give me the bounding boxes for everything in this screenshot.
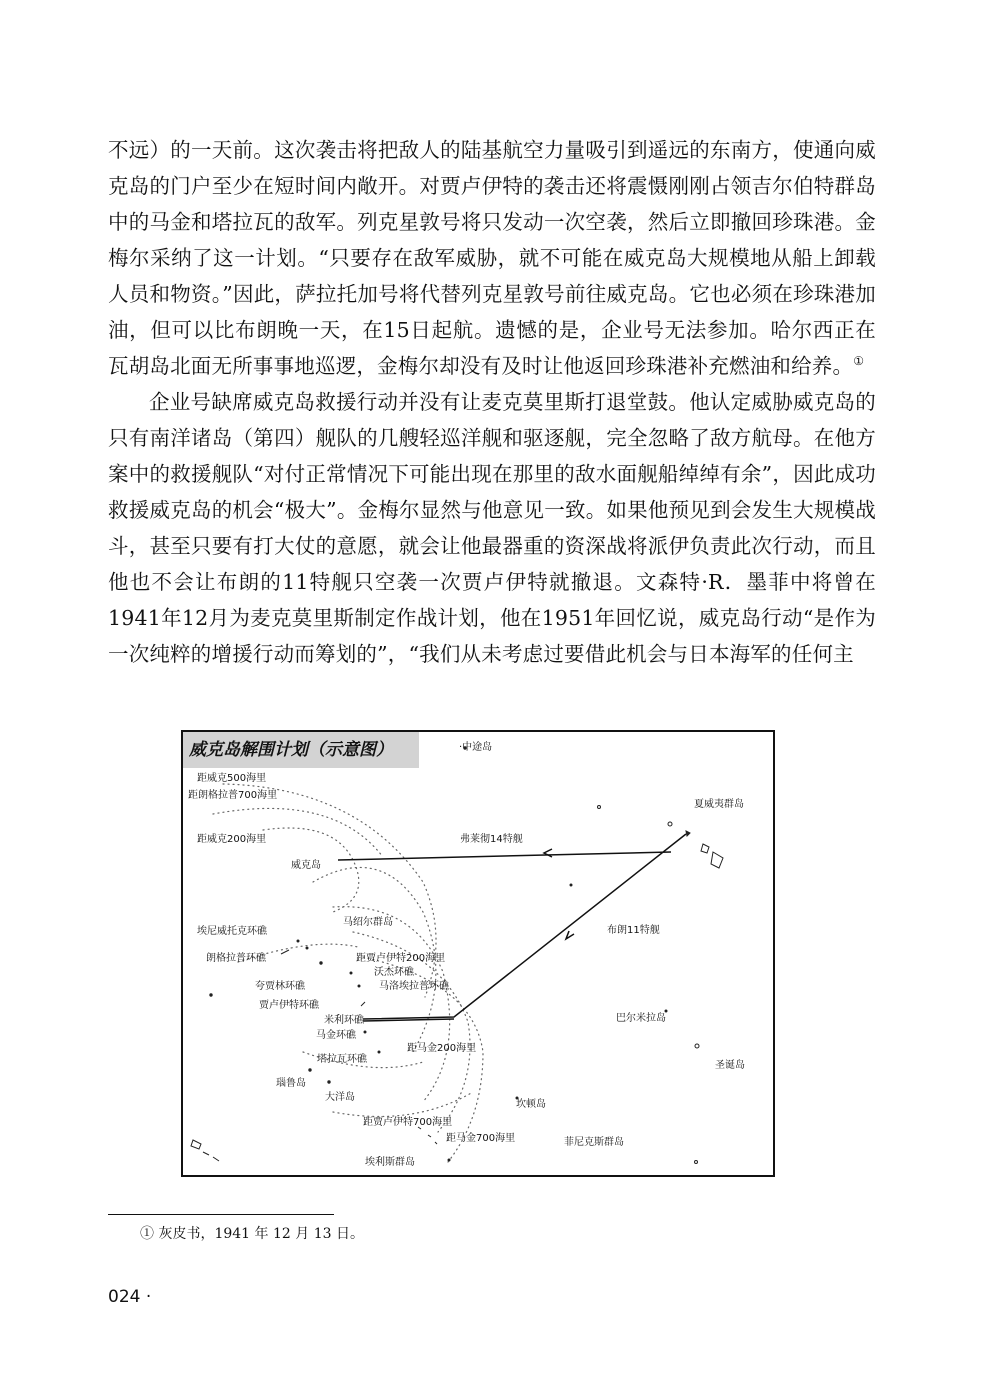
islet-c xyxy=(320,962,322,964)
label-tarawa: 塔拉瓦环礁 xyxy=(317,1054,367,1065)
kwajalein-island xyxy=(361,1002,365,1006)
body-text xyxy=(108,132,876,672)
islet-a xyxy=(297,940,299,942)
oahu-island xyxy=(686,831,690,836)
label-jaluit: 贾卢伊特环礁 xyxy=(259,1000,319,1011)
label-range-rongelap-700: 距朗格拉普700海里 xyxy=(188,790,278,801)
islet-west xyxy=(210,994,212,996)
label-marshall: 马绍尔群岛 xyxy=(343,917,393,928)
islet-j xyxy=(695,1161,698,1164)
label-tf11: 布朗11特舰 xyxy=(607,925,660,936)
islet-k xyxy=(448,1159,450,1161)
label-eniwetok: 埃尼威托克环礁 xyxy=(197,926,267,937)
label-nauru: 瑙鲁岛 xyxy=(276,1078,306,1089)
label-makin: 马金环礁 xyxy=(316,1030,356,1041)
label-christmas: 圣诞岛 xyxy=(715,1060,745,1071)
range-arc-wake-500 xyxy=(223,784,436,997)
islet-f xyxy=(364,1031,366,1033)
label-range-wake-200: 距威克200海里 xyxy=(197,834,267,845)
label-range-makin-700: 距马金700海里 xyxy=(446,1133,516,1144)
label-maloelap: 马洛埃拉普环礁 xyxy=(379,981,449,992)
nihoa-island xyxy=(598,806,601,809)
label-rongelap: 朗格拉普环礁 xyxy=(206,953,266,964)
label-wotje: 沃杰环礁 xyxy=(374,967,414,978)
label-range-jaluit-700: 距贾卢伊特700海里 xyxy=(363,1117,453,1128)
label-hawaii: 夏威夷群岛 xyxy=(694,799,744,810)
islet-i xyxy=(665,1010,667,1012)
tf11-direction-arrow xyxy=(566,931,574,939)
label-tf14: 弗莱彻14特舰 xyxy=(460,834,523,845)
tf14-track xyxy=(338,852,671,860)
label-range-wake-500: 距威克500海里 xyxy=(197,773,267,784)
islet-d xyxy=(350,972,352,974)
label-kwajalein: 夸贾林环礁 xyxy=(255,981,305,992)
kauai-island xyxy=(668,822,672,826)
paragraph-1: 不远）的一天前。这次袭击将把敌人的陆基航空力量吸引到遥远的东南方，使通向威克岛的门户至少在短时间内敞开。对贾卢伊特的袭击还将震慑刚刚占领吉尔伯特群岛中的马金和塔拉瓦的敌军。列克星敦号将只发动一次空袭，然后立即撤回珍珠港。金梅尔采纳了这一计划。“只要存在敌军威胁，就不可能在威克岛大规模地从船上卸载人员和物资。”因此，萨拉托加号将代替列克星敦号前往威克岛。它也必须在珍珠港加油，但可以比布朗晚一天，在15日起航。遗憾的是，企业号无法参加。哈尔西正在瓦胡岛北面无所事事地巡逻，金梅尔却没有及时让他返回珍珠港补充燃油和给养。① xyxy=(108,138,876,378)
islet-e xyxy=(358,985,360,987)
label-range-jaluit-200: 距贾卢伊特200海里 xyxy=(356,953,446,964)
islet-b xyxy=(306,947,308,949)
label-midway: ·中途岛 xyxy=(459,742,493,753)
solomon-islands xyxy=(191,1140,219,1161)
paragraph-2: 企业号缺席威克岛救援行动并没有让麦克莫里斯打退堂鼓。他认定威胁威克岛的只有南洋诸岛（第四）舰队的几艘轻巡洋舰和驱逐舰，完全忽略了敌方航母。在他方案中的救援舰队“对付正常情况下可能出现在那里的敌水面舰船绰绰有余”，因此成功救援威克岛的机会“极大”。金梅尔显然与他意见一致。如果他预见到会发生大规模战斗，甚至只要有打大仗的意愿，就会让他最器重的资深战将派伊负责此次行动，而且他也不会让布朗的11特舰只空袭一次贾卢伊特就撤退。文森特·R．墨菲中将曾在1941年12月为麦克莫里斯制定作战计划，他在1951年回忆说，威克岛行动“是作为一次纯粹的增援行动而筹划的”，“我们从未考虑过要借此机会与日本海军的任何主 xyxy=(108,390,876,666)
nauru-dot xyxy=(309,1069,311,1071)
christmas-island xyxy=(695,1044,699,1048)
label-ocean: 大洋岛 xyxy=(325,1092,355,1103)
footnote-rule xyxy=(108,1214,334,1215)
label-canton: 坎顿岛 xyxy=(516,1099,546,1110)
page-number: 024 · xyxy=(108,1287,152,1307)
wake-relief-map xyxy=(181,730,775,1177)
label-range-makin-200: 距马金200海里 xyxy=(407,1043,477,1054)
footnote-reference[interactable]: ① xyxy=(853,354,865,369)
islet-g xyxy=(378,1051,380,1053)
map-title: 威克岛解围计划（示意图） xyxy=(183,732,419,768)
ocean-dot xyxy=(328,1081,330,1083)
label-ellice: 埃利斯群岛 xyxy=(365,1157,415,1168)
tf14-direction-arrow xyxy=(544,849,552,857)
ellice-dots xyxy=(418,1127,437,1144)
footnote: ① 灰皮书，1941 年 12 月 13 日。 xyxy=(140,1226,364,1242)
maui-island xyxy=(701,844,709,853)
islet-h xyxy=(570,884,572,886)
range-arc-rongelap-700 xyxy=(213,808,383,857)
label-wake: 威克岛 xyxy=(291,860,321,871)
label-mili: 米利环礁 xyxy=(324,1015,364,1026)
label-phoenix: 菲尼克斯群岛 xyxy=(564,1137,624,1148)
label-palmyra: 巴尔米拉岛 xyxy=(616,1013,666,1024)
rongelap-island xyxy=(281,950,289,954)
big-island xyxy=(711,852,723,868)
